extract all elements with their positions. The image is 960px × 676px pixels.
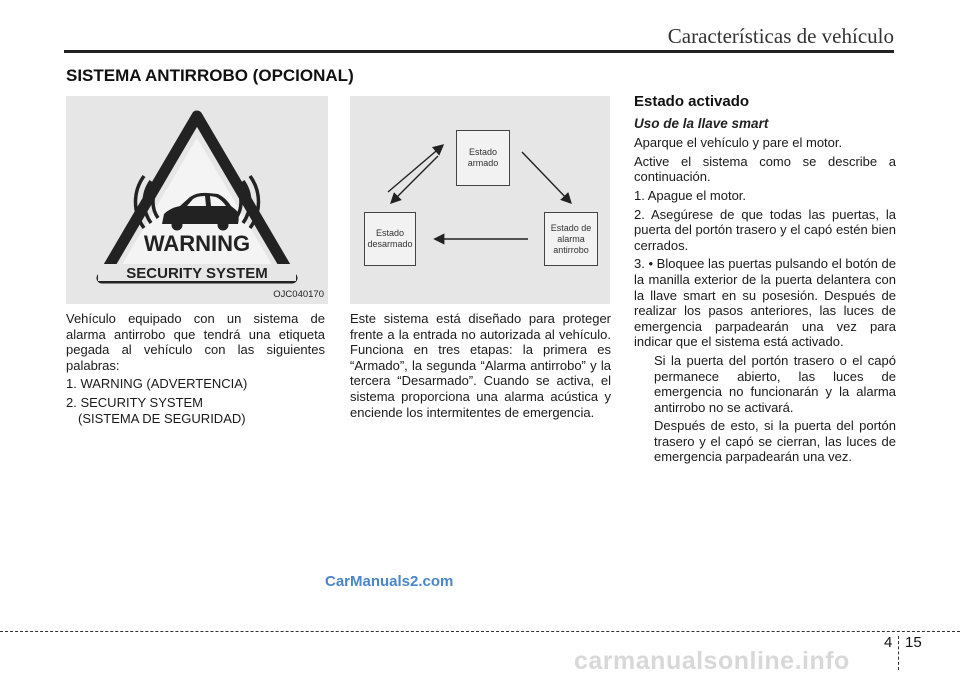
watermark-carmanuals2[interactable]: CarManuals2.com xyxy=(325,573,454,590)
step-3: 3. • Bloquee las puertas pulsando el botón de la manilla exterior de la puerta delantera con la llave smart en su posesión. Después de realizar los pasos anteriores, las luces de emergencia parpadearán una vez para indicar que el sistema está activado. xyxy=(634,256,896,350)
chapter-number: 4 xyxy=(884,634,893,651)
state-diagram xyxy=(350,96,610,304)
figure-caption: OJC040170 xyxy=(273,289,324,300)
arrow-armed-to-disarmed xyxy=(392,156,438,202)
column-2 xyxy=(350,311,611,423)
step-3-note-open: Si la puerta del portón trasero o el capó permanece abierto, las luces de emergencia no funcionarán y la alarma antirrobo no se activará. xyxy=(654,352,896,415)
column-1 xyxy=(66,311,325,429)
state-alarm-box: Estado de alarma antirrobo xyxy=(544,212,598,266)
footer-rule xyxy=(0,631,960,632)
paragraph-park: Aparque el vehículo y pare el motor. xyxy=(634,135,843,151)
diagram-arrows xyxy=(350,96,610,304)
watermark-carmanualsonline: carmanualsonline.info xyxy=(574,647,850,675)
page-separator xyxy=(898,636,899,670)
list-item-1: 1. WARNING (ADVERTENCIA) xyxy=(66,376,248,392)
section-title: SISTEMA ANTIRROBO (OPCIONAL) xyxy=(66,66,354,85)
intro-paragraph: Vehículo equipado con un sistema de alarma antirrobo que tendrá una etiqueta pegada al vehículo con las siguientes palabras: xyxy=(66,311,325,373)
paragraph-activate: Active el sistema como se describe a continuación. xyxy=(634,153,896,185)
state-armed-box: Estado armado xyxy=(456,130,510,186)
header-title: Características de vehículo xyxy=(667,24,894,48)
subheading-smart-key: Uso de la llave smart xyxy=(634,115,769,131)
page-number: 15 xyxy=(905,634,922,651)
list-item-2-translation: (SISTEMA DE SEGURIDAD) xyxy=(78,410,246,426)
state-disarmed-box: Estado desarmado xyxy=(364,212,416,266)
column-3 xyxy=(634,94,896,468)
header-rule xyxy=(64,50,894,53)
warning-triangle-icon xyxy=(66,96,328,304)
warning-label-figure xyxy=(66,96,328,304)
list-item-2: 2. SECURITY SYSTEM xyxy=(66,394,204,410)
system-description: Este sistema está diseñado para proteger frente a la entrada no autorizada al vehículo. Funciona en tres etapas: la primera es “Armado”, la segunda “Alarma antirrobo” y la tercera “Desarmado”. Cuando se activa, el sistema proporciona una alarma acústica y enciende los intermitentes de emergencia. xyxy=(350,311,611,420)
warning-text: WARNING xyxy=(143,231,251,256)
step-2: 2. Asegúrese de que todas las puertas, la puerta del portón trasero y el capó estén bien cerrados. xyxy=(634,206,896,253)
heading-armed-state: Estado activado xyxy=(634,93,750,110)
step-1: 1. Apague el motor. xyxy=(634,187,747,203)
arrow-disarmed-to-armed xyxy=(388,146,442,192)
arrow-armed-to-alarm xyxy=(522,152,570,202)
step-3-note-closed: Después de esto, si la puerta del portón trasero y el capó se cierran, las luces de emergencia parpadearán una vez. xyxy=(654,418,896,465)
security-system-text: SECURITY SYSTEM xyxy=(126,265,268,282)
